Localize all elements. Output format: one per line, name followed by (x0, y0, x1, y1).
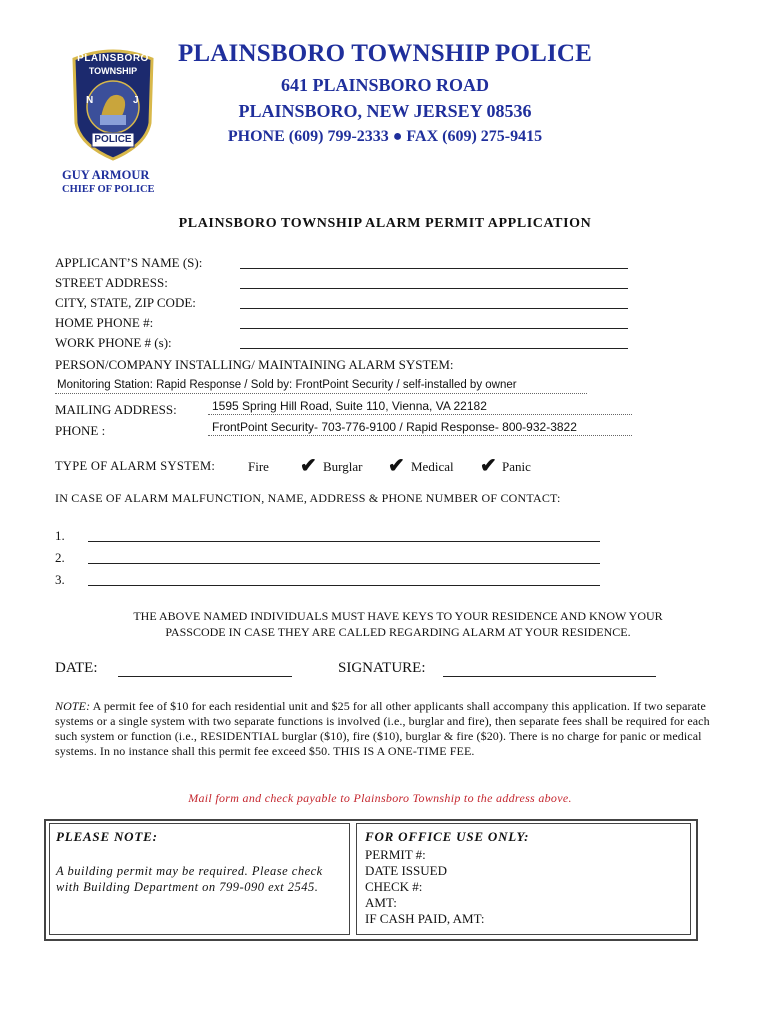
form-title: PLAINSBORO TOWNSHIP ALARM PERMIT APPLICATION (178, 216, 592, 231)
office-use-cash-paid: IF CASH PAID, AMT: (365, 911, 485, 926)
applicant-name-field[interactable] (240, 268, 628, 269)
fee-note-label: NOTE: (55, 699, 91, 713)
badge-bottom-text: POLICE (94, 134, 132, 145)
police-badge-logo (66, 45, 160, 161)
street-address-label: STREET ADDRESS: (55, 275, 168, 290)
department-city: PLAINSBORO, NEW JERSEY 08536 (238, 101, 532, 121)
department-name: PLAINSBORO TOWNSHIP POLICE (177, 40, 593, 67)
phone-label: PHONE : (55, 423, 106, 438)
department-contact: PHONE (609) 799-2333 ● FAX (609) 275-9415 (227, 128, 543, 145)
phone-underline (208, 435, 632, 436)
street-address-field[interactable] (240, 288, 628, 289)
contact-field-3[interactable] (88, 585, 600, 586)
home-phone-label: HOME PHONE #: (55, 315, 154, 330)
contact-number-3: 3. (55, 572, 65, 587)
signature-field[interactable] (443, 676, 656, 677)
chief-title: CHIEF OF POLICE (62, 184, 155, 195)
panic-checkmark-icon[interactable]: ✔ (480, 455, 497, 477)
keys-notice-line-1: THE ABOVE NAMED INDIVIDUALS MUST HAVE KEYS TO YOUR RESIDENCE AND KNOW YOUR (133, 609, 663, 623)
please-note-text: A building permit may be required. Please check with Building Department on 799-090 ext 2545. (56, 864, 323, 894)
medical-checkmark-icon[interactable]: ✔ (388, 455, 405, 477)
home-phone-field[interactable] (240, 328, 628, 329)
contact-field-1[interactable] (88, 541, 600, 542)
alarm-type-medical[interactable]: Medical (411, 459, 454, 474)
badge-top-text: PLAINSBORO (77, 53, 149, 64)
office-use-check: CHECK #: (365, 879, 423, 894)
contact-number-1: 1. (55, 528, 65, 543)
mailing-address-underline (208, 414, 632, 415)
office-use-box (356, 823, 691, 935)
contact-number-2: 2. (55, 550, 65, 565)
alarm-type-panic[interactable]: Panic (502, 459, 531, 474)
installer-underline (55, 393, 587, 394)
installer-value[interactable]: Monitoring Station: Rapid Response / Sold by: FrontPoint Security / self-installed by owner (57, 379, 517, 391)
alarm-type-fire[interactable]: Fire (248, 459, 269, 474)
city-state-zip-field[interactable] (240, 308, 628, 309)
mailing-address-value[interactable]: 1595 Spring Hill Road, Suite 110, Vienna, VA 22182 (212, 399, 487, 413)
city-state-zip-label: CITY, STATE, ZIP CODE: (55, 295, 196, 310)
alarm-type-label: TYPE OF ALARM SYSTEM: (55, 459, 216, 473)
phone-value[interactable]: FrontPoint Security- 703-776-9100 / Rapid Response- 800-932-3822 (212, 420, 577, 434)
contact-field-2[interactable] (88, 563, 600, 564)
burglar-checkmark-icon[interactable]: ✔ (300, 455, 317, 477)
department-address: 641 PLAINSBORO ROAD (280, 75, 490, 95)
chief-name: GUY ARMOUR (62, 168, 150, 182)
date-field[interactable] (118, 676, 292, 677)
date-label: DATE: (55, 660, 98, 676)
please-note-title: PLEASE NOTE: (56, 829, 158, 844)
applicant-name-label: APPLICANT’S NAME (S): (55, 255, 203, 270)
mailing-address-label: MAILING ADDRESS: (55, 402, 177, 417)
keys-notice-line-2: PASSCODE IN CASE THEY ARE CALLED REGARDING ALARM AT YOUR RESIDENCE. (165, 625, 631, 639)
badge-township-text: TOWNSHIP (88, 66, 138, 76)
work-phone-label: WORK PHONE # (s): (55, 335, 172, 350)
office-use-permit: PERMIT #: (365, 847, 426, 862)
fee-note-text: A permit fee of $10 for each residential unit and $25 for all other applicants shall accompany this application. If two separate systems or a single system with two separate functions is involved (i.e., burglar and fire), then separate fees shall be required for each such system or function (i.e., RESIDENTIAL burglar ($10), fire ($10), burglar & fire ($20). There is no charge for panic or medical systems. In no instance shall this permit fee exceed $50. THIS IS A ONE-TIME FEE. (55, 699, 710, 758)
work-phone-field[interactable] (240, 348, 628, 349)
mail-instruction: Mail form and check payable to Plainsboro Township to the address above. (188, 791, 572, 805)
office-use-title: FOR OFFICE USE ONLY: (365, 829, 530, 844)
office-use-amount: AMT: (365, 895, 397, 910)
installer-label: PERSON/COMPANY INSTALLING/ MAINTAINING ALARM SYSTEM: (55, 357, 454, 372)
badge-right-letter: J (133, 95, 139, 106)
signature-label: SIGNATURE: (338, 660, 426, 676)
contact-prompt: IN CASE OF ALARM MALFUNCTION, NAME, ADDRESS & PHONE NUMBER OF CONTACT: (55, 491, 561, 505)
badge-left-letter: N (86, 95, 94, 106)
office-use-date-issued: DATE ISSUED (365, 863, 447, 878)
fee-note (55, 699, 715, 759)
please-note-box (49, 823, 350, 935)
alarm-type-burglar[interactable]: Burglar (323, 459, 363, 474)
